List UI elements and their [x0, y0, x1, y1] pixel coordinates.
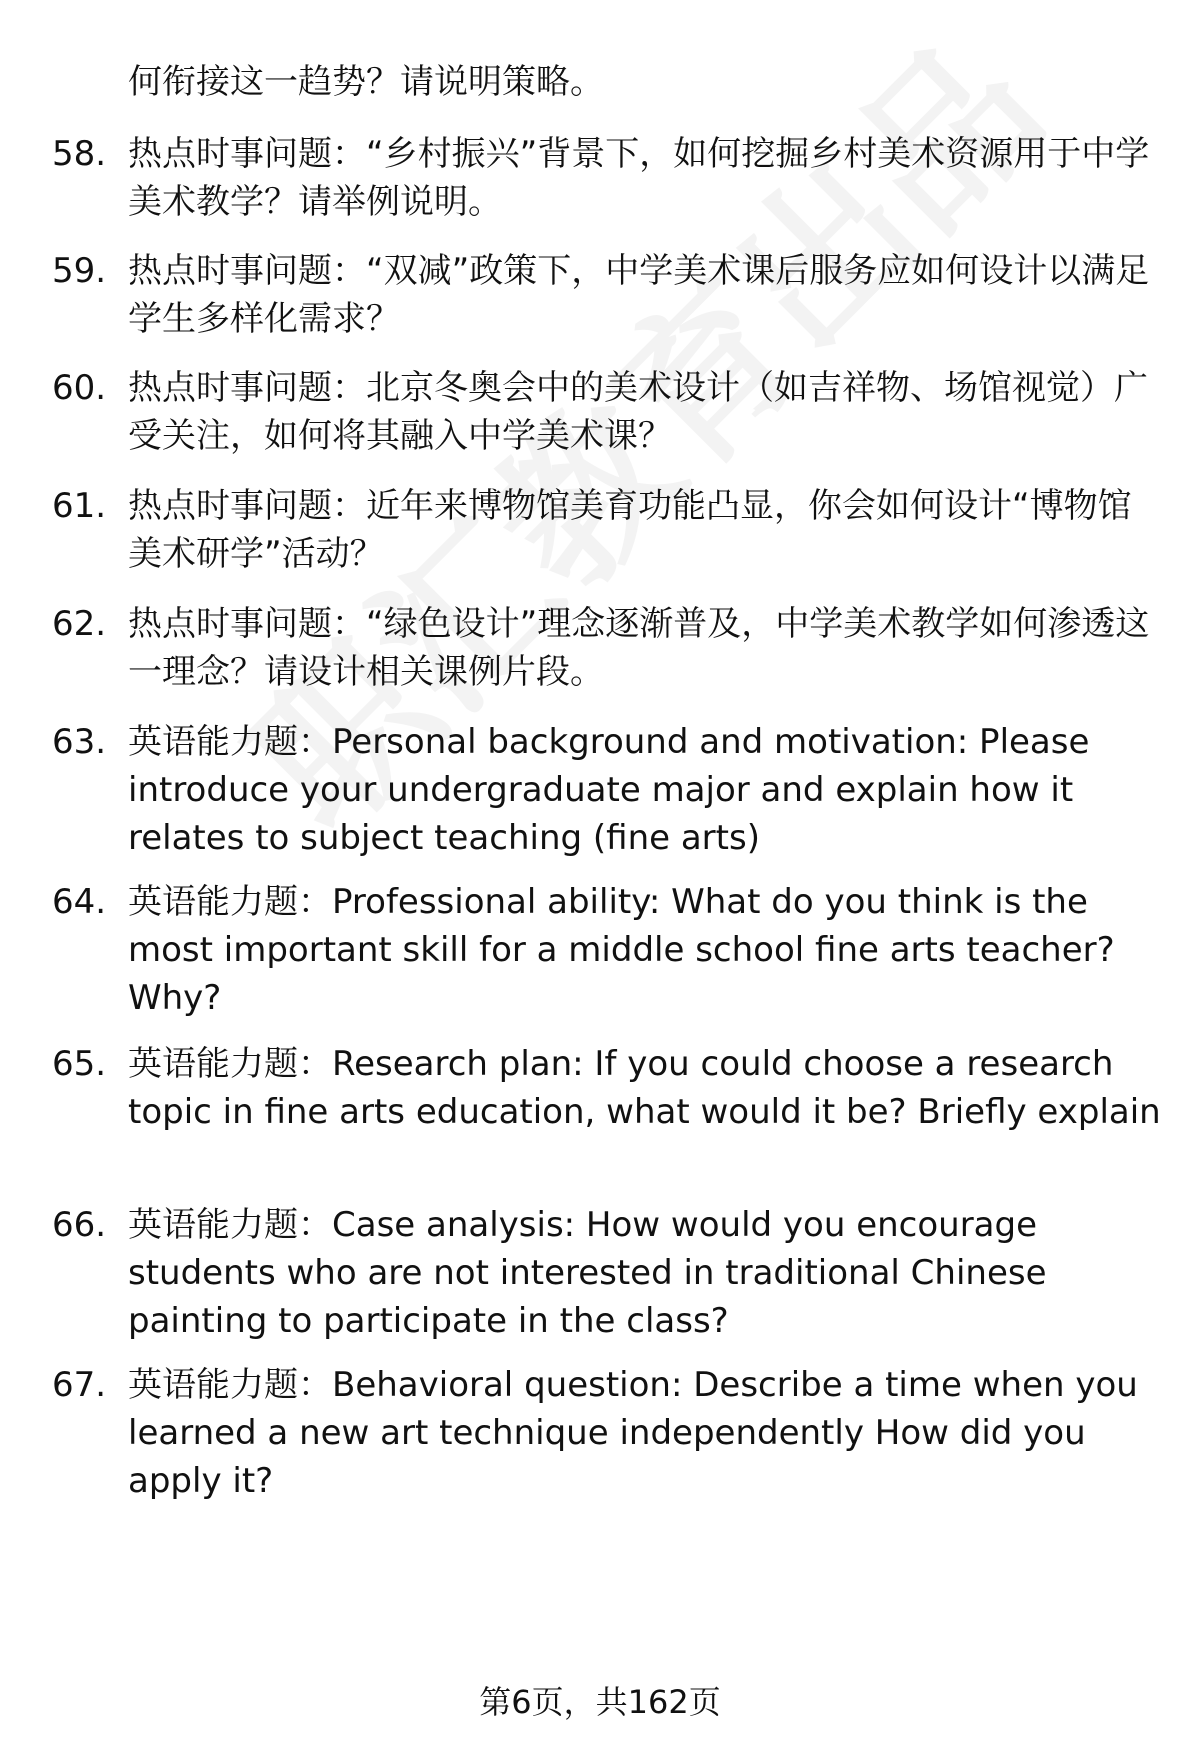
question-text: 英语能力题：Personal background and motivation: Please introduce your undergraduate major and explain how it relates to subject teaching (fine arts) [128, 722, 1090, 858]
question-text: 英语能力题：Research plan: If you could choose a research topic in fine arts education, what would it be? Briefly explain [128, 1044, 1161, 1132]
question-number: 63. [52, 722, 107, 762]
question-number: 61. [52, 486, 107, 526]
question-item [52, 600, 1162, 696]
question-item [52, 1361, 1162, 1505]
question-number: 59. [52, 251, 107, 291]
question-number: 62. [52, 604, 107, 644]
question-number: 66. [52, 1205, 107, 1245]
question-number: 60. [52, 368, 107, 408]
question-text: 热点时事问题：北京冬奥会中的美术设计（如吉祥物、场馆视觉）广受关注，如何将其融入中学美术课？ [128, 368, 1148, 456]
question-item [52, 364, 1162, 460]
question-text: 热点时事问题：“乡村振兴”背景下，如何挖掘乡村美术资源用于中学美术教学？请举例说明。 [128, 134, 1150, 222]
question-item [52, 878, 1162, 1022]
question-text: 热点时事问题：近年来博物馆美育功能凸显，你会如何设计“博物馆美术研学”活动？ [128, 486, 1132, 574]
question-text: 热点时事问题：“双减”政策下，中学美术课后服务应如何设计以满足学生多样化需求？ [128, 251, 1150, 339]
continuation-text: 何衔接这一趋势？请说明策略。 [128, 62, 604, 102]
page-footer: 第6页，共162页 [479, 1683, 721, 1721]
question-number: 65. [52, 1044, 107, 1084]
question-item [52, 1040, 1162, 1136]
question-text: 英语能力题：Professional ability: What do you think is the most important skill for a middle school fine arts teacher? Why? [128, 882, 1115, 1018]
question-text: 热点时事问题：“绿色设计”理念逐渐普及，中学美术教学如何渗透这一理念？请设计相关课例片段。 [128, 604, 1150, 692]
question-item [52, 718, 1162, 862]
question-item [52, 482, 1162, 578]
question-text: 英语能力题：Case analysis: How would you encourage students who are not interested in traditional Chinese painting to participate in the class? [128, 1205, 1047, 1341]
question-item [52, 130, 1162, 226]
question-item [52, 1201, 1162, 1345]
question-number: 58. [52, 134, 107, 174]
question-text: 英语能力题：Behavioral question: Describe a time when you learned a new art technique independently How did you apply it? [128, 1365, 1138, 1501]
question-number: 67. [52, 1365, 107, 1405]
question-number: 64. [52, 882, 107, 922]
question-item [52, 247, 1162, 343]
